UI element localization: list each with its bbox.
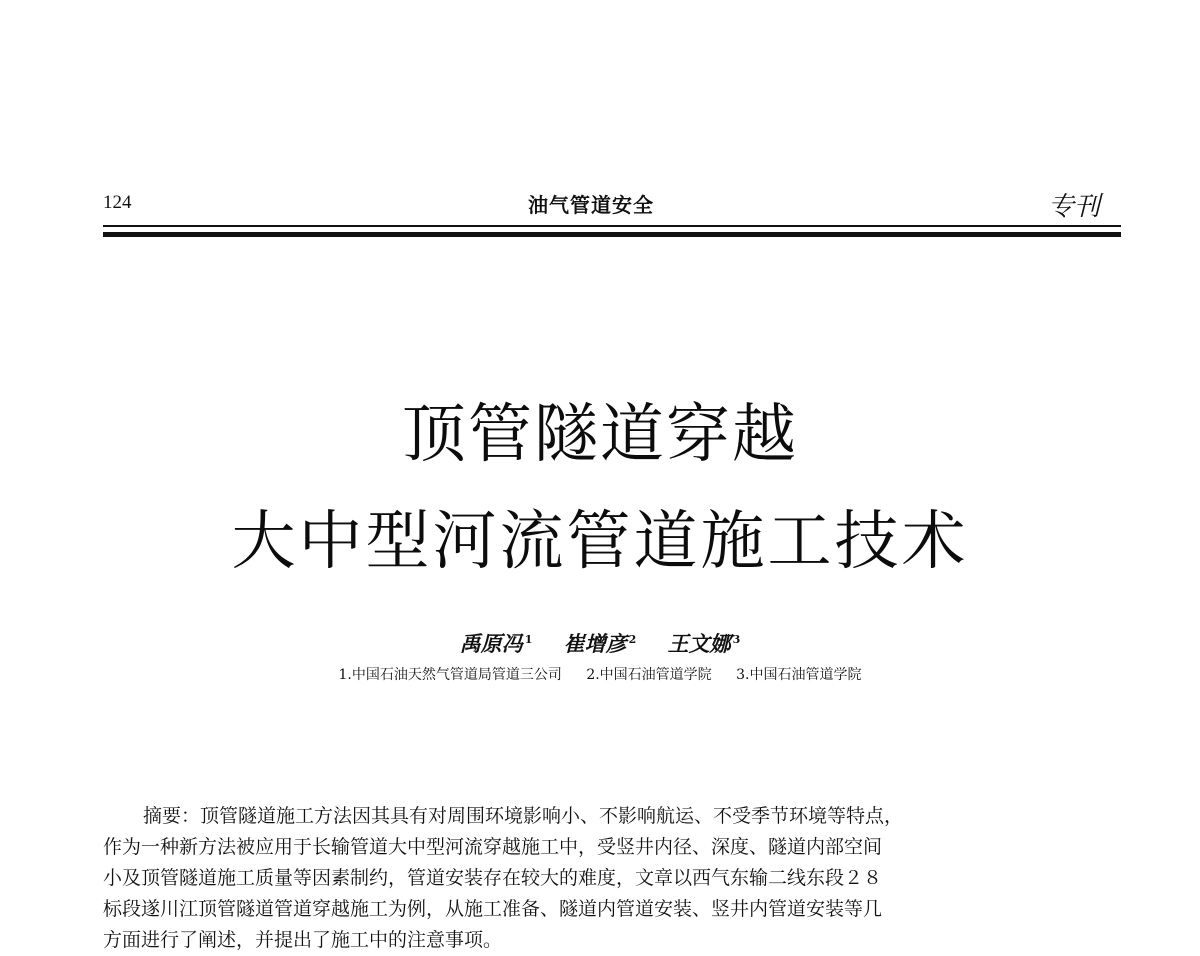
author xyxy=(668,628,741,658)
journal-name: 油气管道安全 xyxy=(528,193,654,217)
abstract-line: 摘要：顶管隧道施工方法因其具有对周围环境影响小、不影响航运、不受季节环境等特点， xyxy=(143,805,904,827)
page-number: 124 xyxy=(103,192,132,213)
author-affiliation-mark: 1 xyxy=(524,633,533,646)
author-affiliation-mark: 3 xyxy=(732,633,741,646)
abstract xyxy=(103,801,1123,951)
affiliation: 3.中国石油管道学院 xyxy=(736,667,862,683)
author-name: 崔增彦 xyxy=(563,631,627,656)
abstract-line: 作为一种新方法被应用于长输管道大中型河流穿越施工中，受竖井内径、深度、隧道内部空间 xyxy=(103,836,883,858)
author-name: 王文娜 xyxy=(667,631,731,656)
author-affiliation-mark: 2 xyxy=(628,633,637,646)
abstract-line: 方面进行了阐述，并提出了施工中的注意事项。 xyxy=(103,929,503,951)
author xyxy=(564,628,637,658)
abstract-line: 标段遂川江顶管隧道管道穿越施工为例，从施工准备、隧道内管道安装、竖井内管道安装等几 xyxy=(103,898,883,920)
header-rule-thick xyxy=(103,232,1121,237)
author-name: 禹原冯 xyxy=(459,631,523,656)
affiliation-list xyxy=(0,664,1200,684)
affiliation: 1.中国石油天然气管道局管道三公司 xyxy=(338,667,562,683)
title-line-2: 大中型河流管道施工技术 xyxy=(231,505,969,579)
abstract-line: 小及顶管隧道施工质量等因素制约，管道安装存在较大的难度，文章以西气东输二线东段２８ xyxy=(103,867,883,889)
issue-label: 专刊 xyxy=(1048,192,1101,222)
author xyxy=(460,628,533,658)
page-header xyxy=(0,0,1200,250)
affiliation: 2.中国石油管道学院 xyxy=(586,667,712,683)
header-rule-thin xyxy=(103,225,1121,227)
title-line-1: 顶管隧道穿越 xyxy=(402,398,798,472)
author-list xyxy=(0,628,1200,658)
